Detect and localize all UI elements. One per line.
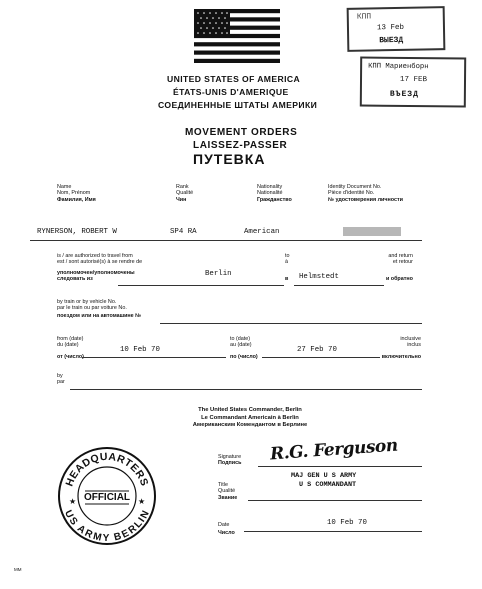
svg-text:OFFICIAL: OFFICIAL (83, 492, 131, 503)
divider-line (30, 240, 422, 241)
vehicle-label: by train or by vehicle No. par le train ou par voiture No. поездом или на автомашине № (57, 299, 142, 319)
entry-stamp-word: ВЪЕЗД (389, 89, 419, 100)
column-identity-document: Identity Document No. Pièce d'identité No. № удостоверения личности (328, 184, 403, 203)
headquarters-seal-icon (57, 446, 157, 546)
country-name-ru: СОЕДИНЕННЫЕ ШТАТЫ АМЕРИКИ (158, 100, 318, 110)
person-nationality: American (244, 228, 280, 236)
svg-text:HEADQUARTERS: HEADQUARTERS (63, 450, 151, 489)
entry-stamp (360, 57, 466, 108)
to-label: to à в (285, 253, 290, 282)
date-from-value: 10 Feb 70 (120, 346, 160, 354)
by-label: by par (57, 373, 65, 386)
person-rank: SP4 RA (170, 228, 197, 236)
country-name-en: UNITED STATES OF AMERICA (167, 74, 301, 84)
travel-to-line (294, 285, 384, 286)
doc-title-ru: ПУТЕВКА (193, 151, 266, 167)
date-label: Date Число (218, 522, 235, 537)
travel-from-line (118, 285, 284, 286)
exit-stamp (347, 6, 446, 52)
us-flag-icon (194, 9, 280, 63)
svg-text:US ARMY BERLIN: US ARMY BERLIN (62, 508, 152, 545)
title-line (248, 500, 422, 501)
column-nationality: Nationality Nationalité Гражданство (257, 184, 292, 203)
commander-text: The United States Commander, Berlin Le Commandant Americain à Berlin Американским Комендантом в Берлине (192, 407, 308, 428)
signatory-title: U S COMMANDANT (299, 481, 357, 489)
date-value: 10 Feb 70 (327, 519, 367, 527)
footer-mark: MM (14, 567, 22, 572)
country-name-fr: ÉTATS-UNIS D'AMERIQUE (173, 87, 289, 97)
handwritten-signature: R.G. Ferguson (269, 435, 399, 465)
column-name: Name Nom, Prénom Фамилия, Имя (57, 184, 96, 203)
date-from-line (82, 357, 226, 358)
person-name: RYNERSON, ROBERT W (37, 228, 117, 236)
signatory-rank: MAJ GEN U S ARMY (291, 472, 357, 480)
date-line (244, 531, 422, 532)
date-to-value: 27 Feb 70 (297, 346, 337, 354)
return-label: and return et retour и обратно (386, 253, 413, 282)
date-to-line (262, 357, 380, 358)
to-city: Helmstedt (299, 273, 339, 281)
svg-text:★: ★ (138, 497, 146, 506)
column-rank: Rank Qualité Чин (176, 184, 194, 203)
date-to-label: to (date) au (date) по (число) (230, 336, 258, 360)
by-line (70, 389, 422, 390)
redacted-id-number (343, 227, 401, 236)
doc-title-fr: LAISSEZ-PASSER (193, 140, 288, 151)
inclusive-label: inclusive inclus включительно (381, 336, 421, 360)
from-city: Berlin (205, 270, 232, 278)
vehicle-line (160, 323, 422, 324)
entry-stamp-date: 17 FEB (399, 75, 428, 85)
date-from-label: from (date) du (date) от (число) (57, 336, 84, 360)
doc-title-en: MOVEMENT ORDERS (185, 127, 298, 138)
exit-stamp-line1: КПП (356, 12, 372, 22)
svg-text:★: ★ (69, 497, 77, 506)
exit-stamp-word: ВЫЕЗД (379, 35, 404, 46)
exit-stamp-date: 13 Feb (376, 23, 405, 33)
title-label: Title Qualité Звание (218, 482, 238, 501)
signature-label: Signature Подпись (218, 454, 242, 467)
auth-text: is / are authorized to travel from est / sont autorisé(s) à se rendre de уполномочен/уполномочены следовать из (57, 253, 143, 283)
entry-stamp-line1: КПП Мариенборн (368, 62, 429, 72)
signature-line (258, 466, 422, 467)
